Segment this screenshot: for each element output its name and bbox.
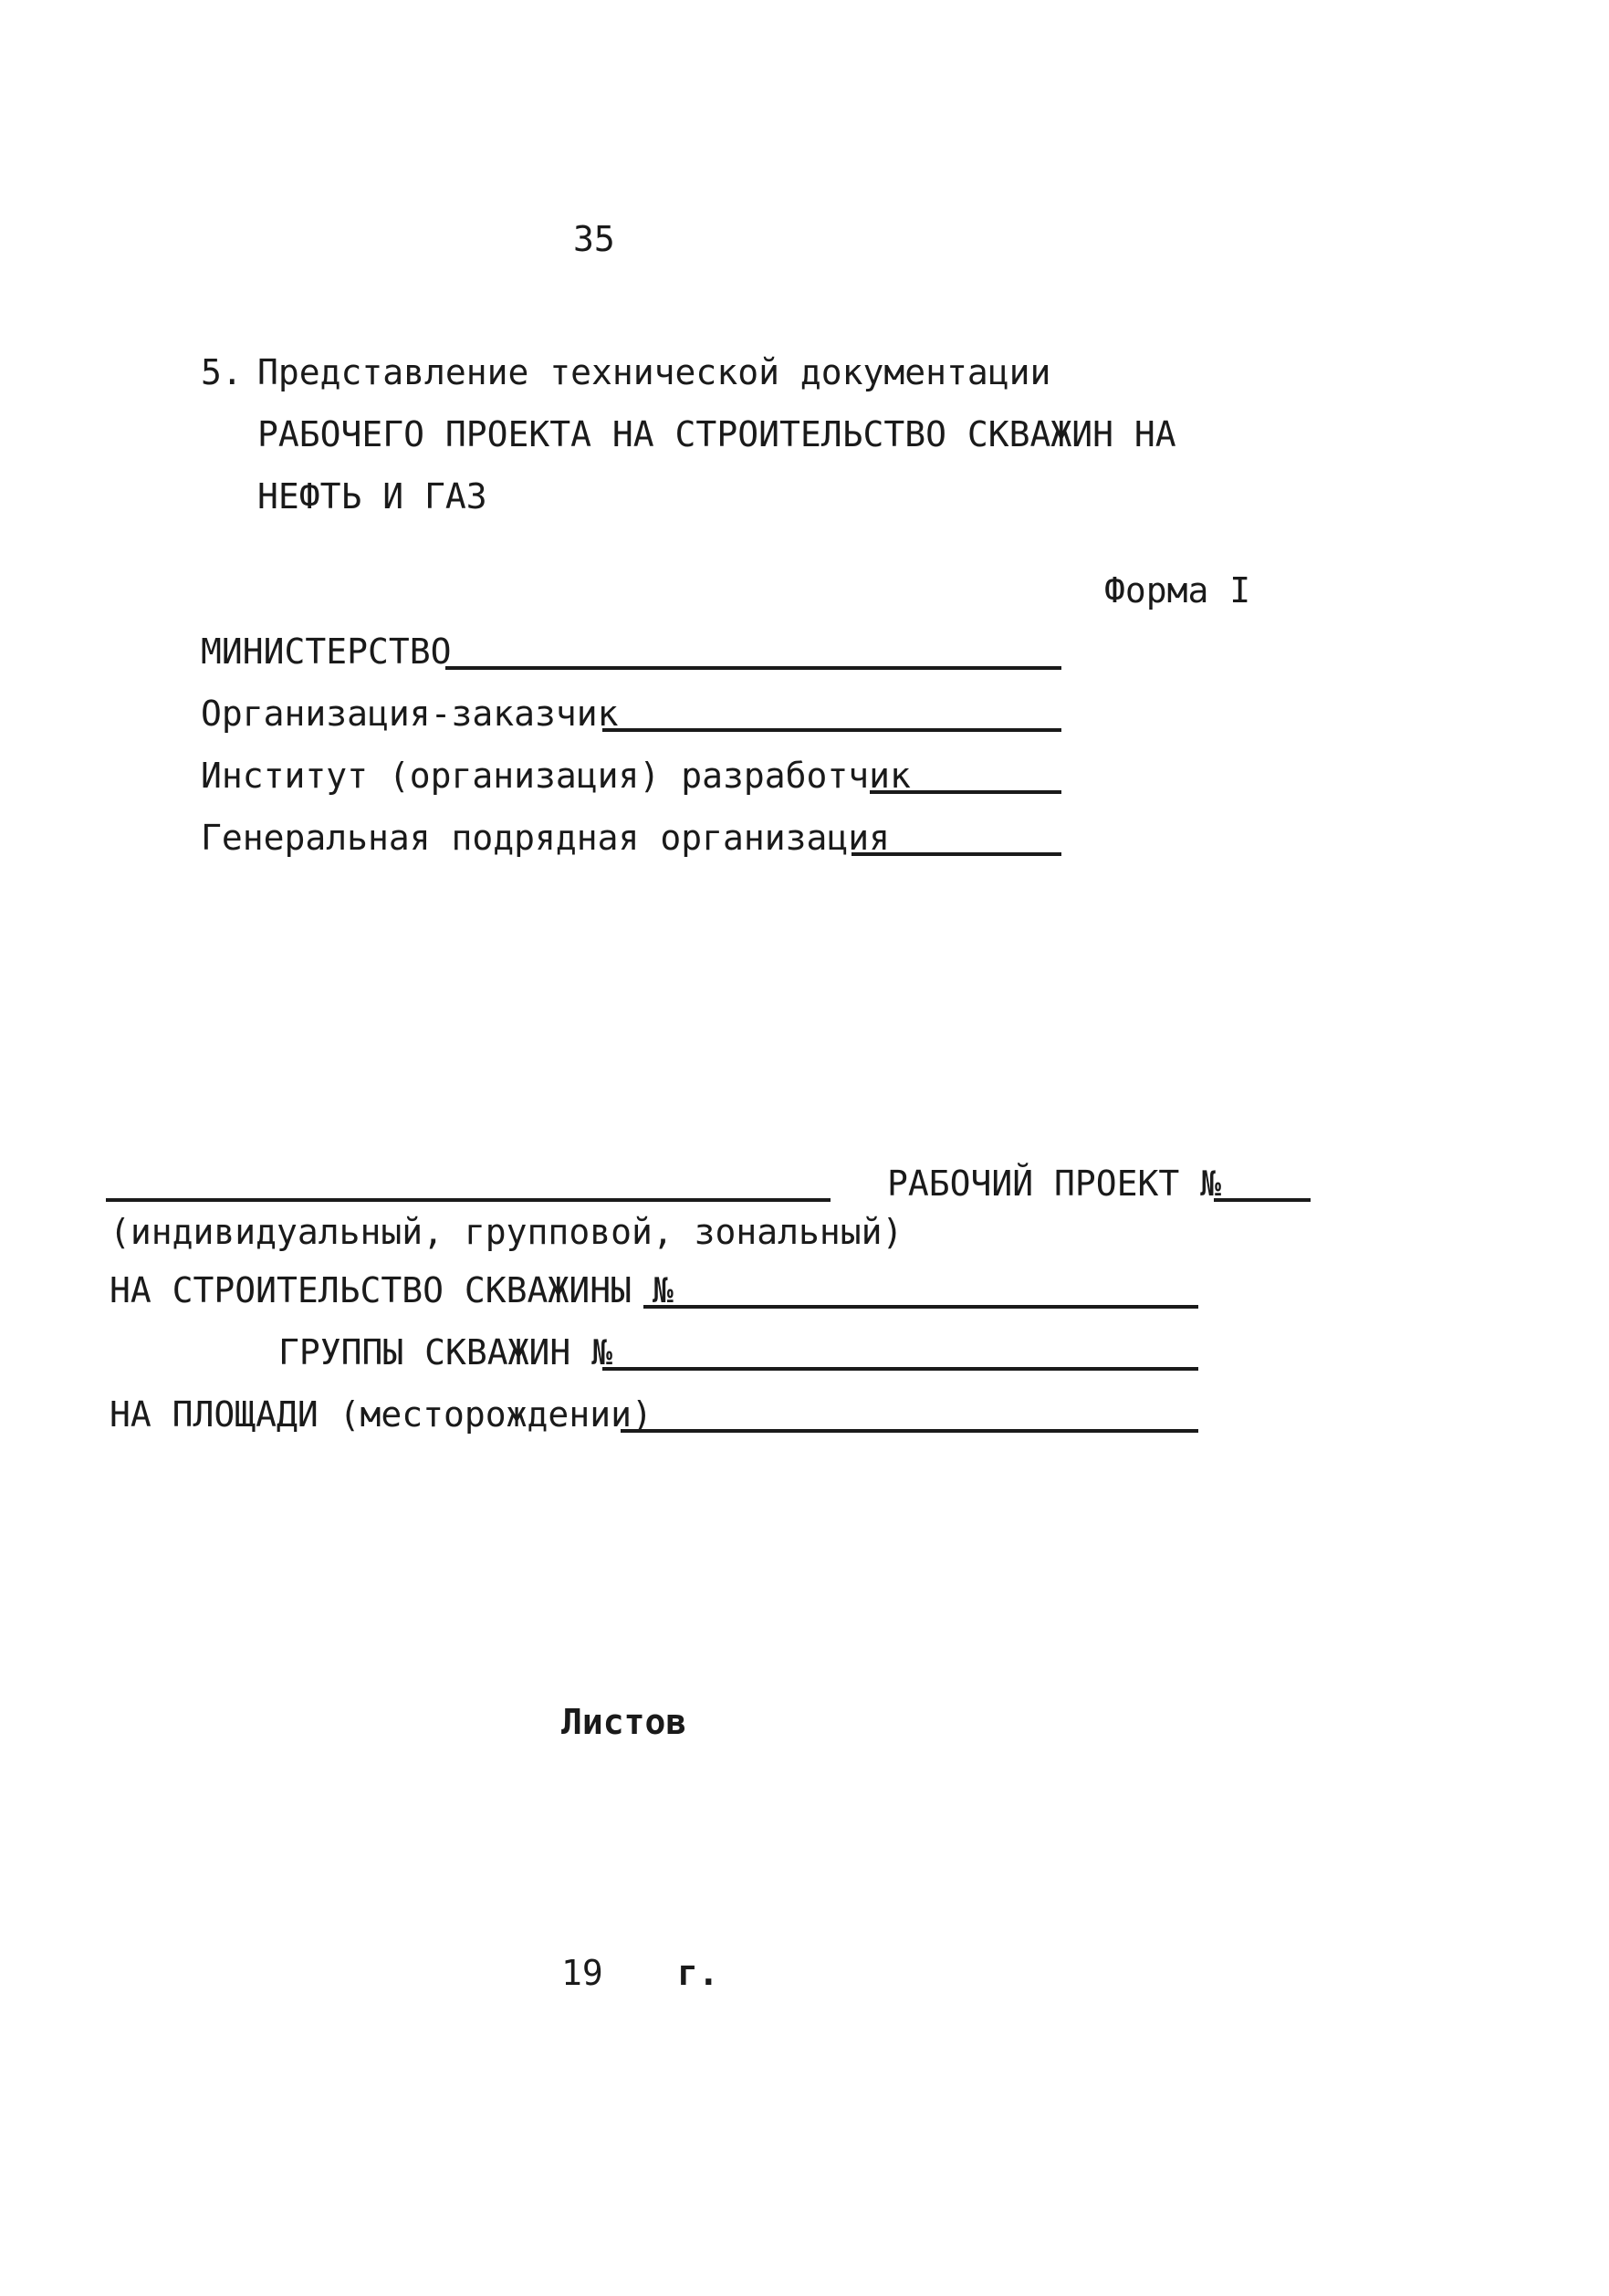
form-label: Форма I: [1104, 570, 1251, 611]
developer-blank-line: [870, 790, 1061, 794]
section-number: 5.: [201, 352, 243, 392]
customer-label: Организация-заказчик: [201, 694, 619, 734]
well-construction-label: НА СТРОИТЕЛЬСТВО СКВАЖИНЫ №: [110, 1270, 674, 1310]
developer-label: Институт (организация) разработчик: [201, 756, 911, 796]
contractor-label: Генеральная подрядная организация: [201, 818, 890, 858]
customer-blank-line: [602, 728, 1061, 732]
project-label: РАБОЧИЙ ПРОЕКТ №: [887, 1164, 1222, 1204]
area-blank-line: [621, 1429, 1198, 1433]
page-number: 35: [573, 219, 615, 259]
section-title-line-3: НЕФТЬ И ГАЗ: [257, 476, 487, 517]
well-construction-blank-line: [643, 1305, 1198, 1309]
well-group-label: ГРУППЫ СКВАЖИН №: [278, 1332, 613, 1372]
project-type-hint: (индивидуальный, групповой, зональный): [110, 1212, 904, 1252]
section-title-line-2: РАБОЧЕГО ПРОЕКТА НА СТРОИТЕЛЬСТВО СКВАЖИН НА: [257, 414, 1176, 454]
year-suffix: г.: [677, 1953, 719, 1993]
ministry-label: МИНИСТЕРСТВО: [201, 631, 452, 672]
project-type-blank-line: [106, 1198, 831, 1202]
project-number-blank-line: [1214, 1198, 1311, 1202]
area-label: НА ПЛОЩАДИ (месторождении): [110, 1394, 653, 1435]
sheets-label: Листов: [561, 1702, 687, 1742]
well-group-blank-line: [602, 1367, 1198, 1371]
section-title-line-1: Представление технической документации: [257, 352, 1051, 392]
ministry-blank-line: [445, 666, 1061, 670]
contractor-blank-line: [852, 852, 1061, 856]
year-prefix: 19: [561, 1953, 603, 1993]
